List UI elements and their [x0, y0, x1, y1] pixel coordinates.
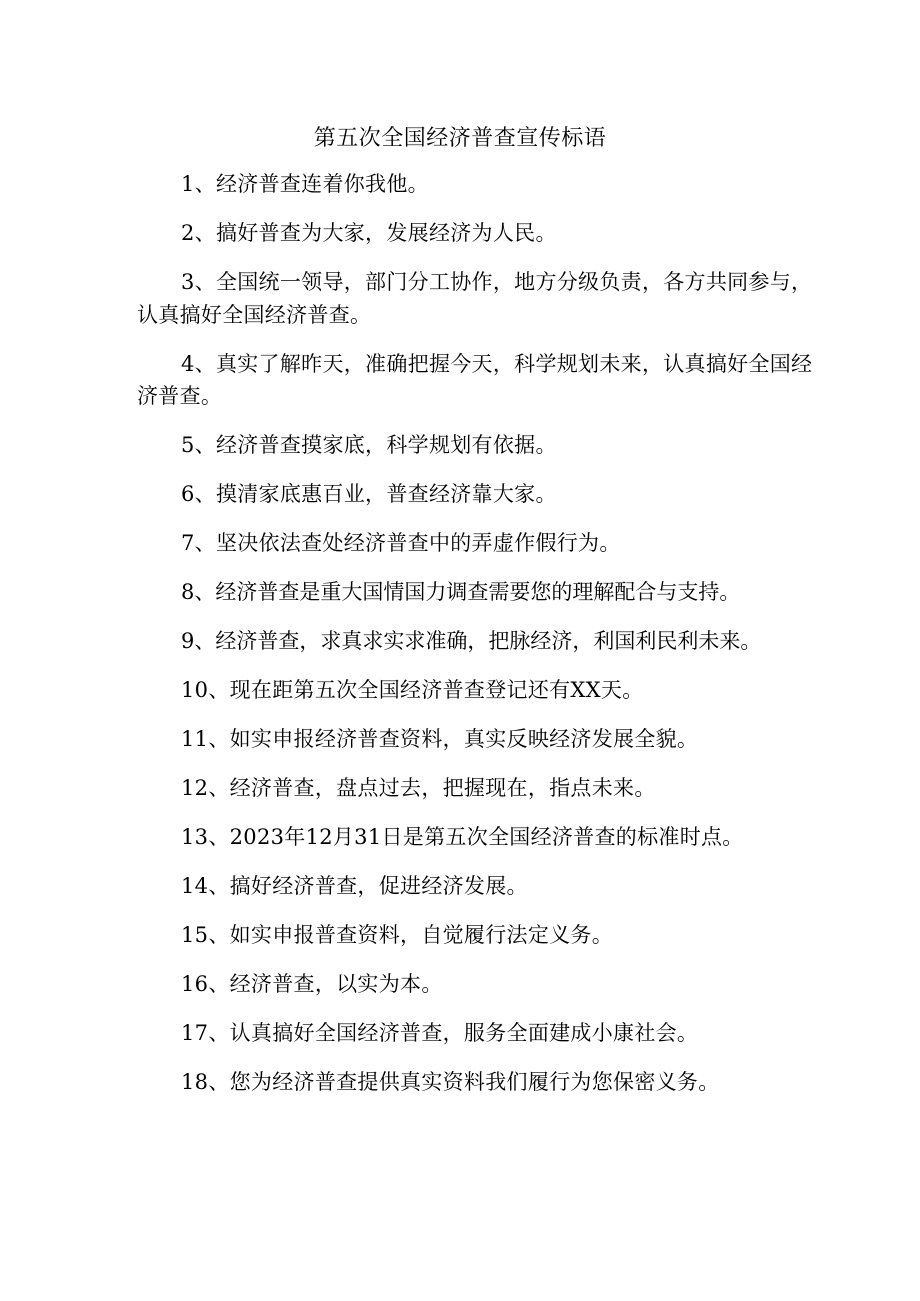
slogan-list: [137, 168, 817, 1115]
slogan-item: 10、现在距第五次全国经济普查登记还有XX天。: [181, 678, 644, 702]
slogan-item: 14、搞好经济普查，促进经济发展。: [181, 874, 528, 898]
slogan-item: 13、2023年12月31日是第五次全国经济普查的标准时点。: [181, 825, 744, 849]
slogan-item: 1、经济普查连着你我他。: [181, 172, 429, 196]
slogan-item: 17、认真搞好全国经济普查，服务全面建成小康社会。: [181, 1021, 699, 1045]
slogan-item: 12、经济普查，盘点过去，把握现在，指点未来。: [181, 776, 656, 800]
slogan-item: 18、您为经济普查提供真实资料我们履行为您保密义务。: [181, 1070, 720, 1094]
slogan-item: 6、摸清家底惠百业，普查经济靠大家。: [181, 482, 557, 506]
slogan-item: 16、经济普查，以实为本。: [181, 972, 443, 996]
slogan-item: 2、搞好普查为大家，发展经济为人民。: [181, 221, 557, 245]
document-title: 第五次全国经济普查宣传标语: [313, 126, 607, 151]
slogan-item: 5、经济普查摸家底，科学规划有依据。: [181, 433, 557, 457]
slogan-item: 15、如实申报普查资料，自觉履行法定义务。: [181, 923, 614, 947]
slogan-item: 11、如实申报经济普查资料，真实反映经济发展全貌。: [181, 727, 699, 751]
slogan-item: 4、真实了解昨天，准确把握今天，科学规划未来，认真搞好全国经济普查。: [137, 351, 813, 408]
slogan-item: 7、坚决依法查处经济普查中的弄虚作假行为。: [181, 531, 621, 555]
slogan-item: 3、全国统一领导，部门分工协作，地方分级负责，各方共同参与，认真搞好全国经济普查。: [137, 270, 813, 327]
slogan-item: 8、经济普查是重大国情国力调查需要您的理解配合与支持。: [181, 580, 741, 604]
slogan-item: 9、经济普查，求真求实求准确，把脉经济，利国利民利未来。: [181, 629, 762, 653]
